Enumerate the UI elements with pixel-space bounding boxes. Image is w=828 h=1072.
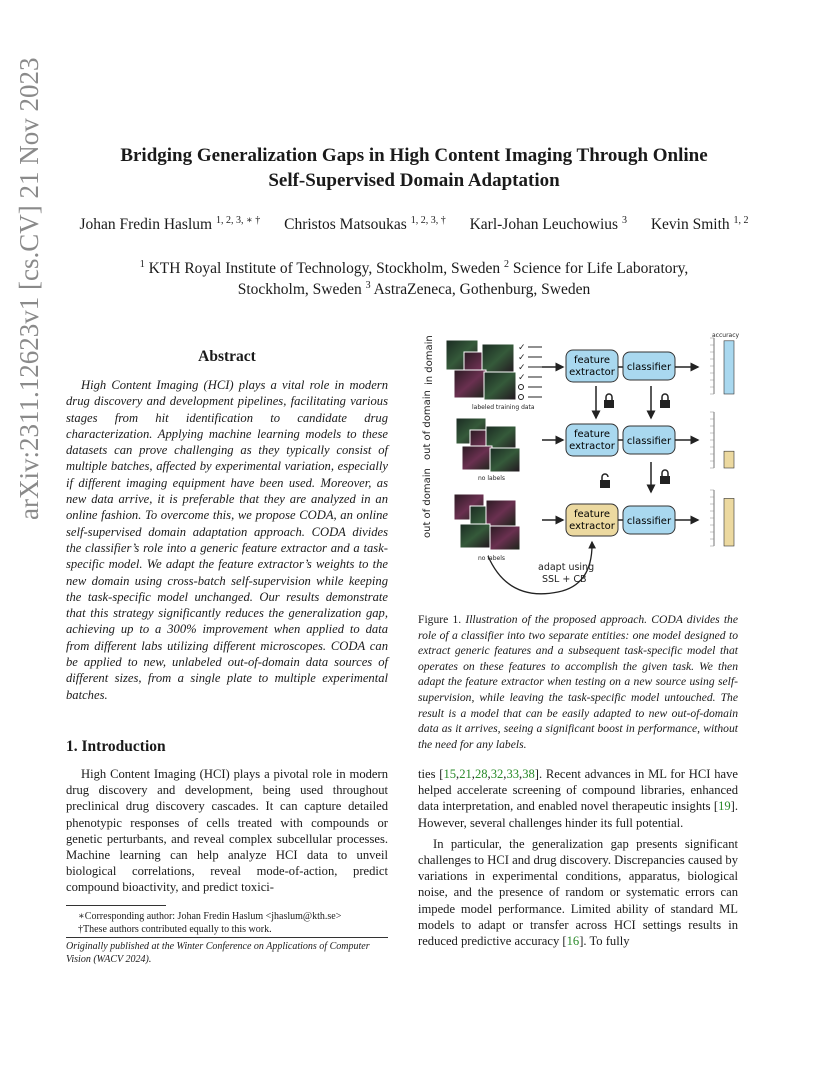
figure-caption <box>418 612 738 752</box>
labeled-cell-images <box>446 340 516 400</box>
right-column-body <box>418 766 738 949</box>
footnote-rule <box>66 905 166 906</box>
fe-label: extractor <box>569 521 615 532</box>
author-sup: 1, 2, 3, ∗ † <box>215 215 261 226</box>
footnotes <box>66 910 388 936</box>
svg-text:✓: ✓ <box>518 343 526 353</box>
arxiv-identifier: arXiv:2311.12623v1 [cs.CV] 21 Nov 2023 <box>14 57 44 520</box>
accuracy-label: accuracy <box>712 332 740 339</box>
footnote-2: †These authors contributed equally to this work. <box>78 924 272 935</box>
lock-icon <box>604 394 614 408</box>
out-domain-label-2 <box>422 468 433 538</box>
out-domain-images-1 <box>456 418 520 472</box>
affil-1: KTH Royal Institute of Technology, Stockholm, Sweden <box>144 260 504 277</box>
fe-label: extractor <box>569 367 615 378</box>
citation-link[interactable]: 21 <box>459 767 472 781</box>
affil-2b: Stockholm, Sweden <box>237 281 366 298</box>
author-sup: 3 <box>621 215 627 226</box>
affil-sup: 2 <box>503 259 509 270</box>
affil-3: AstraZeneca, Gothenburg, Sweden <box>370 281 591 298</box>
affil-2: Science for Life Laboratory, <box>508 260 689 277</box>
caption-label: Figure 1. <box>418 613 466 626</box>
author-name: Karl-Johan Leuchowius <box>469 216 619 233</box>
lock-icon <box>660 394 670 408</box>
abstract-body <box>66 377 388 703</box>
label-checklist <box>518 343 542 400</box>
no-labels-caption: no labels <box>478 475 506 482</box>
out-domain-label-1 <box>422 390 433 460</box>
citation-link[interactable]: 16 <box>566 934 580 949</box>
author-name: Kevin Smith <box>650 216 730 233</box>
author-1 <box>79 216 260 233</box>
intro-body <box>66 766 388 896</box>
intro-paragraph: High Content Imaging (HCI) plays a pivotal role in modern drug discovery and development, being used throughout preclinical drug discovery cascades. It can capture detailed phenotypic responses of cells treated with compounds or genetic perturbants, and reveal complex subcellular processes. Machine learning can help analyze HCI data to unveil biological correlations, reveal mode-of-action, predict compound bioactivity, and predict toxici- <box>66 767 388 895</box>
out-label-line2: out of domain <box>422 468 433 538</box>
fe-label: feature <box>573 509 611 520</box>
clf-label: classifier <box>626 362 672 373</box>
out-domain-images-2 <box>454 494 520 550</box>
svg-text:✓: ✓ <box>518 373 526 383</box>
labeled-data-caption: labeled training data <box>472 404 535 411</box>
fe-label: extractor <box>569 441 615 452</box>
paragraph: In particular, the generalization gap presents significant challenges to HCI and drug discovery. Discrepancies caused by variations in experimental conditions, apparatus, biological noise, and the presence of random or systematic errors can impede model performance. Limited ability of standard ML models to adapt or transfer across HCI settings results in reduced predictive accuracy [16]. To fully <box>418 836 738 949</box>
fe-label: feature <box>573 429 611 440</box>
abstract-heading: Abstract <box>198 348 256 365</box>
author-3 <box>470 216 627 233</box>
author-4 <box>651 216 749 233</box>
no-labels-caption: no labels <box>478 555 506 562</box>
citation-link[interactable]: 15 <box>443 767 457 781</box>
footnote-rule <box>66 937 388 938</box>
lock-icon <box>660 470 670 484</box>
citation-link[interactable]: 28 <box>474 767 488 781</box>
paper-title <box>60 143 768 193</box>
clf-label: classifier <box>626 516 672 527</box>
citation-link[interactable]: 38 <box>522 767 535 781</box>
accuracy-bar <box>724 451 734 468</box>
accuracy-plots <box>710 338 734 546</box>
citation-link[interactable]: 33 <box>506 767 520 781</box>
adapt-label: adapt using <box>538 562 595 573</box>
svg-text:✓: ✓ <box>518 353 526 363</box>
in-domain-label: in domain <box>424 335 435 385</box>
citation-link[interactable]: 32 <box>490 767 504 781</box>
unlock-icon <box>600 474 610 488</box>
affiliations <box>90 258 738 300</box>
author-sup: 1, 2 <box>733 215 749 226</box>
accuracy-bar <box>724 498 734 546</box>
out-label-line1: out of domain <box>422 390 433 460</box>
publication-note: Originally published at the Winter Conference on Applications of Computer Vision (WACV 2024). <box>66 941 370 965</box>
fe-label: feature <box>573 355 611 366</box>
title-line-1: Bridging Generalization Gaps in High Content Imaging Through Online <box>120 145 708 166</box>
affil-sup: 1 <box>139 259 145 270</box>
affil-sup: 3 <box>365 280 371 291</box>
figure-diagram <box>418 330 748 605</box>
author-name: Christos Matsoukas <box>284 216 407 233</box>
citation-link[interactable]: 19 <box>718 799 731 814</box>
footnote-1: ∗Corresponding author: Johan Fredin Haslum <jhaslum@kth.se> <box>78 911 342 922</box>
figure-1 <box>418 330 748 605</box>
author-list <box>40 216 788 234</box>
paragraph: ties [15,21,28,32,33,38]. Recent advances in ML for HCI have helped accelerate screening of compound libraries, enhanced data interpretation, and enabled novel therapeutic insights [19]. However, several challenges hinder its full potential. <box>418 767 738 830</box>
caption-text: Illustration of the proposed approach. CODA divides the role of a classifier into two separate entities: one model designed to extract generic features and a subsequent task-specific model that operates on these features to accomplish the given task. We then adapt the feature extractor when testing on a new source using self-supervision, while leaving the task-specific model untouched. The result is a model that can be easily adapted to new out-of-domain data as it arrives, seeing a significant boost in performance, without the need for any labels. <box>418 613 738 751</box>
title-line-2: Self-Supervised Domain Adaptation <box>268 170 560 191</box>
adapt-label: SSL + CB <box>542 574 587 585</box>
abstract-text: High Content Imaging (HCI) plays a vital role in modern drug discovery and development pipelines, facilitating various stages from hit identification to candidate drug characterization. Applying machine learning models to these datasets can prove challenging as they typically consist of multiple batches, affected by experimental variation, especially if different imaging equipment have been used. Moreover, as new data arrive, it is preferable that they are analyzed in an online fashion. To overcome this, we propose CODA, an online self-supervised domain adaptation approach. CODA divides the classifier’s role into a generic feature extractor and a task-specific model. We adapt the feature extractor’s weights to the new domain using cross-batch self-supervision while keeping the task-specific model unchanged. Our results demonstrate that this strategy significantly reduces the generalization gap, achieving up to a 300% improvement when applied to data from different labs utilizing different microscopes. CODA can be applied to new, unlabeled out-of-domain data sources of different sizes, from a single plate to multiple experimental batches. <box>66 378 388 702</box>
section-heading: 1. Introduction <box>66 738 166 755</box>
author-2 <box>284 216 446 233</box>
author-sup: 1, 2, 3, † <box>410 215 446 226</box>
clf-label: classifier <box>626 436 672 447</box>
author-name: Johan Fredin Haslum <box>79 216 213 233</box>
svg-text:✓: ✓ <box>518 363 526 373</box>
accuracy-bar <box>724 341 734 394</box>
